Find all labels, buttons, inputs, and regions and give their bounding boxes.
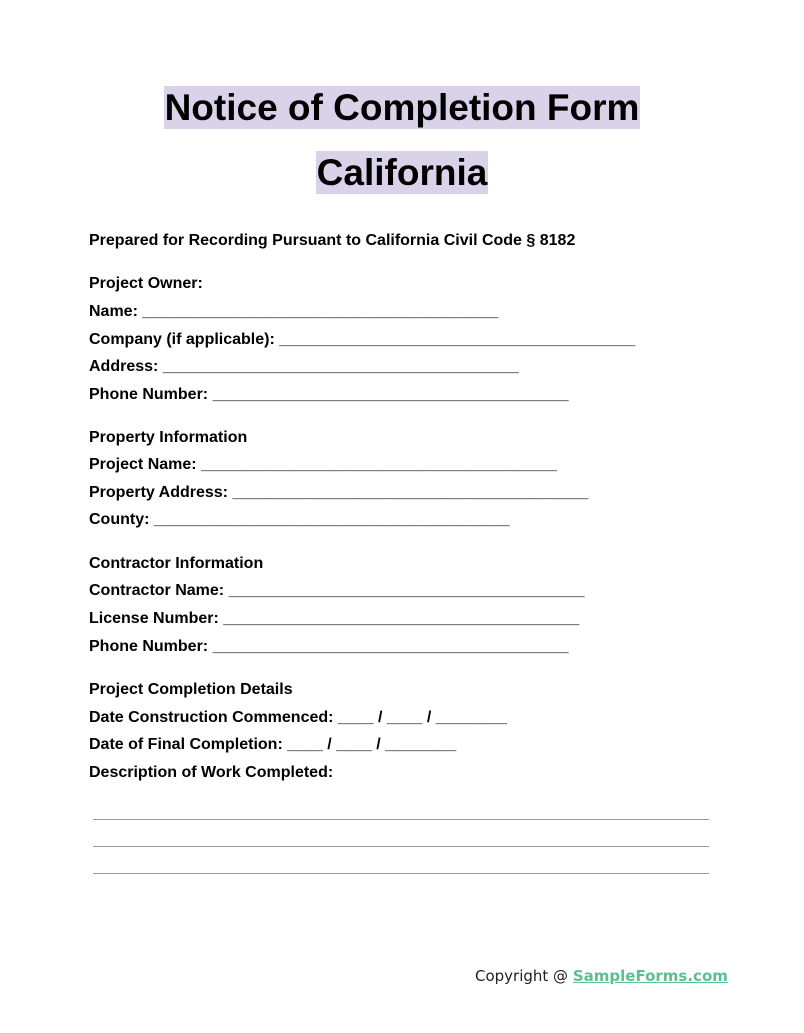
footer-copyright: [475, 967, 728, 985]
owner-name-field[interactable]: Name: ________________________________________: [89, 303, 499, 320]
completion-heading: Project Completion Details: [89, 681, 293, 698]
date-final-completion-field[interactable]: Date of Final Completion: ____ / ____ / ________: [89, 736, 457, 753]
copyright-text: Copyright @: [475, 967, 573, 985]
document-title: Notice of Completion Form: [164, 87, 640, 128]
sampleforms-link[interactable]: SampleForms.com: [572, 967, 728, 985]
description-line-3[interactable]: [93, 873, 709, 874]
date-commenced-field[interactable]: Date Construction Commenced: ____ / ____ / ________: [89, 709, 507, 726]
title-line-1-wrap: [0, 86, 804, 129]
owner-phone-field[interactable]: Phone Number: ________________________________________: [89, 386, 569, 403]
owner-company-field[interactable]: Company (if applicable): ________________________________________: [89, 331, 636, 348]
contractor-phone-field[interactable]: Phone Number: ________________________________________: [89, 638, 569, 655]
owner-address-field[interactable]: Address: ________________________________________: [89, 358, 519, 375]
property-heading: Property Information: [89, 429, 248, 446]
contractor-heading: Contractor Information: [89, 555, 264, 572]
property-address-field[interactable]: Property Address: ________________________________________: [89, 484, 589, 501]
description-label: Description of Work Completed:: [89, 764, 334, 781]
description-line-2[interactable]: [93, 846, 709, 847]
county-field[interactable]: County: ________________________________________: [89, 511, 510, 528]
subtitle: Prepared for Recording Pursuant to California Civil Code § 8182: [89, 232, 576, 249]
license-number-field[interactable]: License Number: ________________________________________: [89, 610, 580, 627]
title-line-2-wrap: [0, 151, 804, 194]
description-line-1[interactable]: [93, 819, 709, 820]
document-title-state: California: [316, 152, 488, 193]
contractor-name-field[interactable]: Contractor Name: ________________________________________: [89, 582, 585, 599]
project-name-field[interactable]: Project Name: ________________________________________: [89, 456, 557, 473]
owner-heading: Project Owner:: [89, 275, 203, 292]
